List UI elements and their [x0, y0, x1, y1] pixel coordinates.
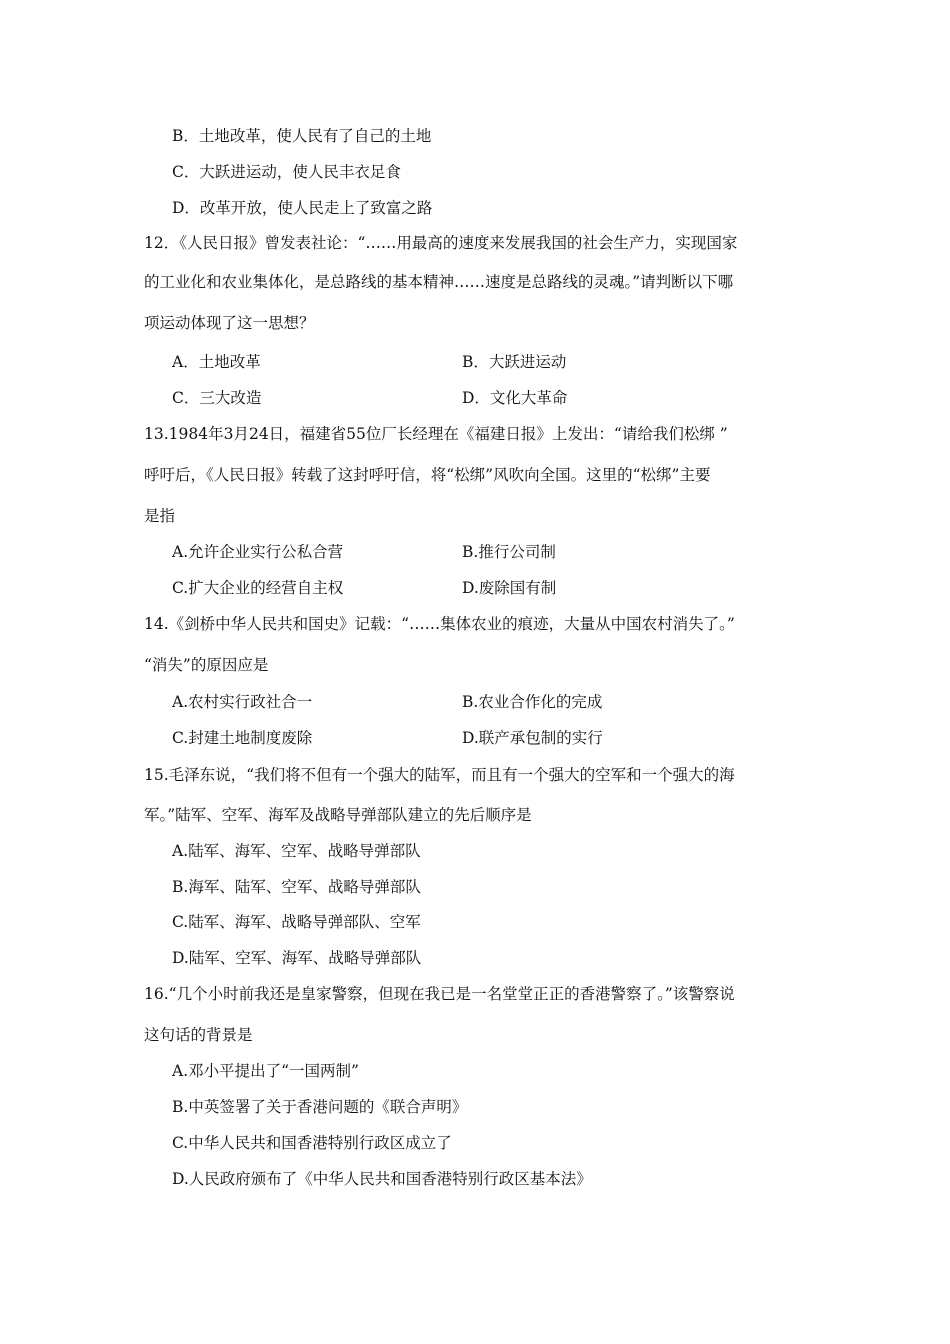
q15-option-b: B.海军、陆军、空军、战略导弹部队: [172, 878, 421, 896]
q13-stem-line-3: 是指: [144, 507, 176, 525]
q12-option-a: A．土地改革: [172, 353, 261, 371]
q13-option-d: D.废除国有制: [462, 579, 557, 597]
q15-stem-line-1: 15.毛泽东说，“我们将不但有一个强大的陆军，而且有一个强大的空军和一个强大的海: [144, 766, 735, 784]
q16-stem-line-2: 这句话的背景是: [144, 1026, 253, 1044]
q12-option-b: B．大跃进运动: [462, 353, 567, 371]
q13-stem-line-2: 呼吁后，《人民日报》转载了这封呼吁信，将“松绑”风吹向全国。这里的“松绑”主要: [144, 466, 711, 484]
q11-option-d: D．改革开放，使人民走上了致富之路: [172, 199, 433, 217]
q16-stem-line-1: 16.“几个小时前我还是皇家警察，但现在我已是一名堂堂正正的香港警察了。”该警察说: [144, 985, 735, 1003]
q14-option-b: B.农业合作化的完成: [462, 693, 603, 711]
q15-stem-line-2: 军。”陆军、空军、海军及战略导弹部队建立的先后顺序是: [144, 806, 532, 824]
q12-stem-line-3: 项运动体现了这一思想？: [144, 314, 315, 332]
q12-option-c: C．三大改造: [172, 389, 262, 407]
q16-option-c: C.中华人民共和国香港特别行政区成立了: [172, 1134, 452, 1152]
q14-stem-line-1: 14.《剑桥中华人民共和国史》记载：“……集体农业的痕迹，大量从中国农村消失了。”: [144, 615, 735, 633]
q12-option-d: D．文化大革命: [462, 389, 568, 407]
q11-option-c: C．大跃进运动，使人民丰衣足食: [172, 163, 401, 181]
q16-option-a: A.邓小平提出了“一国两制”: [172, 1062, 359, 1080]
q11-option-b: B．土地改革，使人民有了自己的土地: [172, 127, 432, 145]
q14-stem-line-2: “消失”的原因应是: [144, 656, 269, 674]
q14-option-d: D.联产承包制的实行: [462, 729, 603, 747]
q15-option-c: C.陆军、海军、战略导弹部队、空军: [172, 913, 421, 931]
q13-stem-line-1: 13.1984年3月24日，福建省55位厂长经理在《福建日报》上发出：“请给我们松绑 ”: [144, 425, 728, 443]
q13-option-b: B.推行公司制: [462, 543, 556, 561]
q14-option-a: A.农村实行政社合一: [172, 693, 313, 711]
q14-option-c: C.封建土地制度废除: [172, 729, 313, 747]
q16-option-d: D.人民政府颁布了《中华人民共和国香港特别行政区基本法》: [172, 1170, 592, 1188]
q15-option-a: A.陆军、海军、空军、战略导弹部队: [172, 842, 421, 860]
q13-option-c: C.扩大企业的经营自主权: [172, 579, 344, 597]
q13-option-a: A.允许企业实行公私合营: [172, 543, 344, 561]
q15-option-d: D.陆军、空军、海军、战略导弹部队: [172, 949, 422, 967]
q12-stem-line-1: 12．《人民日报》曾发表社论：“……用最高的速度来发展我国的社会生产力，实现国家: [144, 234, 738, 252]
q16-option-b: B.中英签署了关于香港问题的《联合声明》: [172, 1098, 468, 1116]
q12-stem-line-2: 的工业化和农业集体化，是总路线的基本精神……速度是总路线的灵魂。”请判断以下哪: [144, 273, 734, 291]
